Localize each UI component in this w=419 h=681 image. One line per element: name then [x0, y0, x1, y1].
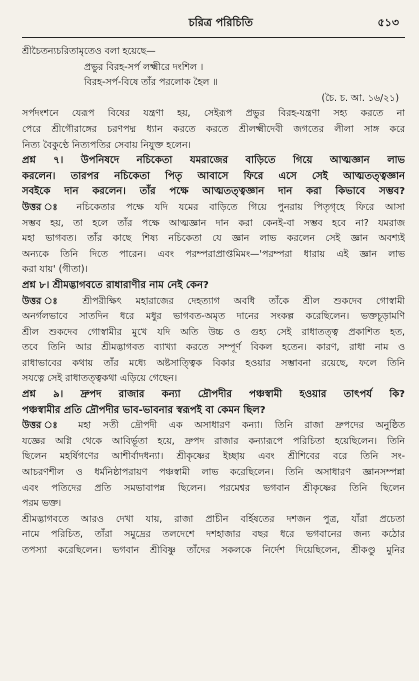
text-line: মহা ভাগবত। তাঁর কাছে শিষ্য নচিকেতা যে জ্ঞান লাভ করলেন সেই জ্ঞান অবশ্যই	[22, 233, 405, 245]
text-line: নিত্য বৈকুণ্ঠে নিত্যপতির সেবায় নিযুক্ত হলেন।	[22, 139, 191, 151]
text-line: সম্ভব হয়, তা হলে তাঁর পক্ষে আত্মজ্ঞান দান করা কেনই-বা সম্ভব হবে না? যমরাজ	[22, 217, 405, 229]
verse-line: বিরহ-সর্প-বিষে তাঁর পরলোক হৈল ॥	[84, 77, 218, 89]
answer-label: উত্তর ঃ	[22, 420, 67, 432]
answer-text: নচিকেতার পক্ষে যদি যমের বাড়িতে গিয়ে পুনরায় পিতৃগৃহে ফিরে আসা	[65, 201, 405, 213]
text-line: অন্যকে তিনি দিতে পারেন। এবং পরম্পরাপ্রাপ্তমিমং—'পরম্পরা ধারায় এই জ্ঞান লাভ	[22, 248, 405, 260]
text-line: পরম ভক্ত।	[22, 498, 62, 510]
text-line: সযত্নে সেই রাধাতত্ত্বকথা এড়িয়ে গেছেন।	[22, 373, 178, 385]
text-line: রাধাভাবের কথায় তাঁর মধ্যে অষ্টসাত্ত্বিক বিকার হওয়ার সম্ভাবনা রয়েছে, ফলে তিনি	[22, 357, 405, 369]
verse-reference: (চৈ. চ. আ. ১৬/২১)	[321, 92, 399, 104]
answer-label: উত্তর ঃ	[22, 295, 69, 307]
text-line: এবং পতিদের প্রতি সমভাবাপন্ন ছিলেন। পরমেশ্বর ভগবান শ্রীকৃষ্ণের তিনি ছিলেন	[22, 482, 405, 494]
text-line: অনর্গলভাবে সাতদিন ধরে মধুর ভাগবত-অমৃত দানের সংকল্প করেছিলেন। ভক্তচূড়ামণি	[22, 311, 405, 323]
text-line: তপস্যা করেছিলেন। ভগবান শ্রীবিষ্ণু তাঁদের সকলকে নির্দেশ দিয়েছিলেন, শ্রীকণ্ডু মুনির	[22, 545, 405, 556]
text-line: যজ্ঞের অগ্নি থেকে আবির্ভূতা হয়ে, দ্রুপদ রাজার কন্যারূপে পরিচিতা হয়েছিলেন। তিনি	[22, 435, 405, 447]
answer-text: মহা সতী দ্রৌপদী এক অসাধারণ কন্যা। তিনি রাজা দ্রুপদের অনুষ্ঠিত	[66, 420, 405, 432]
question-heading: সবইকে দান করলেন। তাঁর পক্ষে আত্মতত্ত্বজ্ঞান দান করা কিভাবে সম্ভব?	[22, 186, 405, 198]
answer-line	[22, 200, 405, 216]
page-header	[22, 14, 405, 38]
text-line: করা যায়' (গীতা)।	[22, 264, 88, 276]
text-line: শ্রীল শুকদেব গোস্বামীর মুখে যদি অতি উচ্চ ও গুহ্য সেই রাধাতত্ত্ব প্রকাশিত হত,	[22, 326, 405, 338]
text-line: নামে পরিচিত, তাঁরা সমুদ্রের তলদেশে দশহাজার বছর ধরে ভগবানের জন্য কঠোর	[22, 529, 405, 541]
question-heading: প্রশ্ন ৮। শ্রীমদ্ভাগবতে রাধারাণীর নাম নেই কেন?	[22, 279, 209, 291]
answer-text: শ্রীপরীক্ষিৎ মহারাজের দেহত্যাগ অবধি তাঁকে শ্রীল শুকদেব গোস্বামী	[68, 295, 405, 307]
answer-label: উত্তর ঃ	[22, 201, 66, 213]
answer-line	[22, 294, 405, 310]
text-line: ছিলেন মহর্ষিগণের আশীর্বাদধন্যা। শ্রীকৃষ্ণের ইচ্ছায় এবং শ্রীশিবের বরে তিনি সং-	[22, 451, 405, 463]
verse-line: প্রভুর বিরহ-সর্প লক্ষ্মীরে দংশিল ।	[84, 61, 204, 73]
text-line: শ্রীমদ্ভাগবতে আরও দেখা যায়, রাজা প্রাচীন বর্হিষতের দশজন পুত্র, যাঁরা প্রচেতা	[22, 513, 405, 525]
text-line: পেরে শ্রীগৌরাঙ্গের চরণপদ্ম ধ্যান করতে করতে শ্রীলক্ষ্মীদেবী জগতের লীলা সাঙ্গ করে	[22, 123, 405, 135]
text-line: সর্পদংশনে যেরূপ বিষের যন্ত্রণা হয়, সেইরূপ প্রভুর বিরহ-যন্ত্রণা সহ্য করতে না	[22, 108, 405, 120]
question-heading: করলেন। তারপর নচিকেতা পিতৃ আবাসে ফিরে এসে সেই আত্মতত্ত্বজ্ঞান	[22, 170, 405, 182]
text-line: আচরণশীল ও ধর্মনিষ্ঠাপরায়ণ পঞ্চস্বামী লাভ করেছিলেন। তিনি অসাধারণ জ্ঞানসম্পন্না	[22, 467, 405, 479]
answer-line	[22, 418, 405, 434]
question-heading: প্রশ্ন ৯। দ্রুপদ রাজার কন্যা দ্রৌপদীর পঞ্চস্বামী হওয়ার তাৎপর্য কি?	[22, 389, 405, 401]
question-heading: প্রশ্ন ৭। উপনিষদে নচিকেতা যমরাজের বাড়িতে গিয়ে আত্মজ্ঞান লাভ	[22, 155, 405, 167]
text-line: শ্রীচৈতন্যচরিতামৃতেও বলা হয়েছে—	[22, 46, 156, 57]
question-heading: পঞ্চস্বামীর প্রতি দ্রৌপদীর ভাব-ভাবনার স্বরূপই বা কেমন ছিল?	[22, 404, 266, 416]
chapter-title: চরিত্র পরিচিতি	[188, 16, 253, 29]
page-number: ৫১৩	[377, 16, 399, 29]
text-line: তবে তিনি আর শ্রীমদ্ভাগবত ব্যাখ্যা করতে সম্পূর্ণ বিকল হতেন। কারণ, রাধা নাম ও	[22, 342, 405, 354]
